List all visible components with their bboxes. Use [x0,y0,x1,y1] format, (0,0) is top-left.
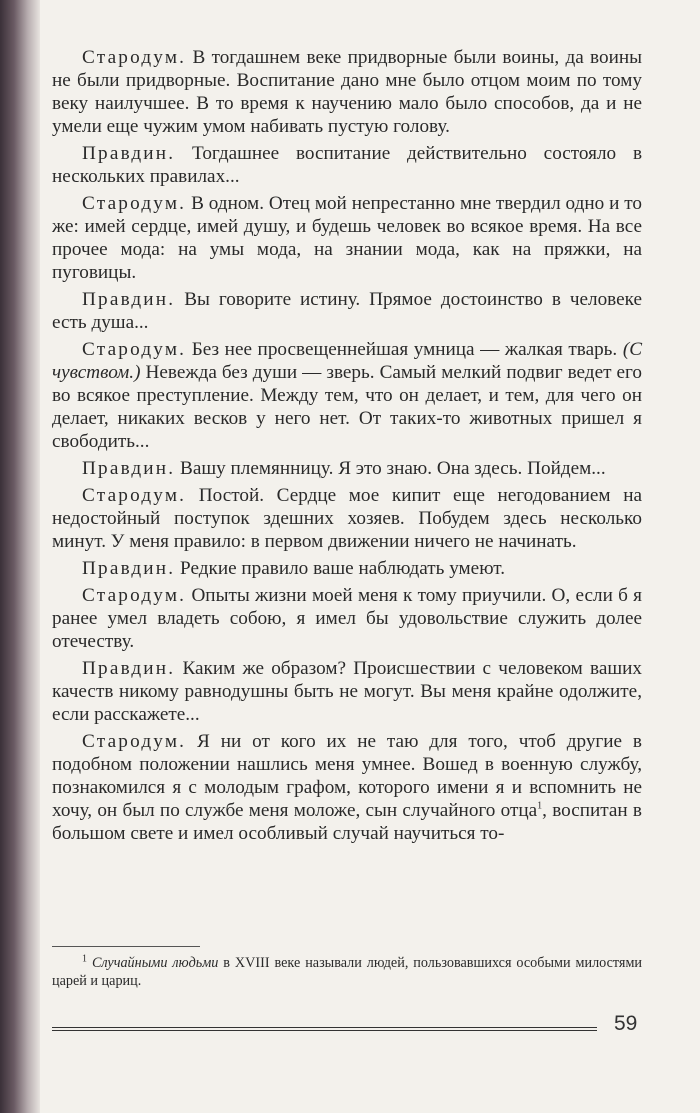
speech-text: Без нее просвещеннейшая умница — жалкая тварь. [186,339,618,360]
speaker-name: Правдин. [82,458,176,479]
page-number: 59 [614,1012,638,1035]
footnote-reference[interactable]: 1 [537,800,543,812]
speaker-name: Стародум. [82,485,187,506]
speaker-name: Правдин. [82,558,176,579]
book-spine-shadow [0,0,40,1113]
footnote [52,954,642,990]
stage-direction: (С чувством.) [52,339,642,383]
speech-text: Опыты жизни моей меня к тому приучили. О, если б я ранее умел владеть собою, я имел бы удовольствие служить долее отечеству. [52,585,642,652]
page-body [52,46,642,849]
paragraph-4 [52,288,642,334]
speech-text: Каким же образом? Происшествии с человеком ваших качеств никому равнодушны быть не могут. Вы меня крайне одолжите, если расскажете... [52,658,642,725]
speech-text: Постой. Сердце мое кипит еще негодованием на недостойный поступок здешних хозяев. Побудем здесь несколько минут. У меня правило: в первом движении ничего не начинать. [52,485,642,552]
paragraph-11 [52,730,642,845]
speaker-name: Правдин. [82,143,176,164]
speech-text: Редкие правило ваше наблюдать умеют. [175,558,506,579]
paragraph-7 [52,484,642,553]
footnote-term: Случайными людьми [91,955,219,971]
footnote-divider [52,946,200,947]
speech-text-continued: Невежда без души — зверь. Самый мелкий подвиг ведет его во всякое преступление. Между тем, что он делает, и тем, для чего он делает, никаких весков у него нет. От таких-то животных пришел я свободить... [52,362,642,452]
paragraph-9 [52,584,642,653]
paragraph-8 [52,557,642,580]
paragraph-2 [52,142,642,188]
speech-text-continued: , воспитан в большом свете и имел особливый случай научиться то- [52,800,642,844]
paragraph-3 [52,192,642,284]
speech-text: В тогдашнем веке придворные были воины, да воины не были придворные. Воспитание дано мне было отцом моим по тому веку наилучшее. В то время к научению мало было способов, да и не умели еще чужим умом набивать пустую голову. [52,47,642,137]
speaker-name: Стародум. [82,731,187,752]
speaker-name: Правдин. [82,289,176,310]
speaker-name: Стародум. [82,47,187,68]
paragraph-1 [52,46,642,138]
speech-text: Вы говорите истину. Прямое достоинство в человеке есть душа... [52,289,642,333]
paragraph-10 [52,657,642,726]
speech-text: В одном. Отец мой непрестанно мне твердил одно и то же: имей сердце, имей душу, и будешь человек во всякое время. На все прочее мода: на умы мода, на знании мода, как на пряжки, на пуговицы. [52,193,642,283]
speaker-name: Стародум. [82,585,187,606]
speaker-name: Стародум. [82,193,187,214]
speech-text: Тогдашнее воспитание действительно состояло в нескольких правилах... [52,143,642,187]
paragraph-6 [52,457,642,480]
footnote-marker: 1 [82,953,87,965]
speaker-name: Правдин. [82,658,176,679]
paragraph-5 [52,338,642,453]
speech-text: Я ни от кого их не таю для того, чтоб другие в подобном положении нашлись меня умнее. Вошед в военную службу, познакомился я с молодым графом, которого имени я и вспомнить не хочу, он был по службе меня моложе, сын случайного отца [52,731,642,821]
footnote-text: в XVIII веке называли людей, пользовавшихся особыми милостями царей и цариц. [52,955,643,989]
speaker-name: Стародум. [82,339,187,360]
speech-text: Вашу племянницу. Я это знаю. Она здесь. Пойдем... [175,458,606,479]
page-footer-rule [52,1027,597,1031]
